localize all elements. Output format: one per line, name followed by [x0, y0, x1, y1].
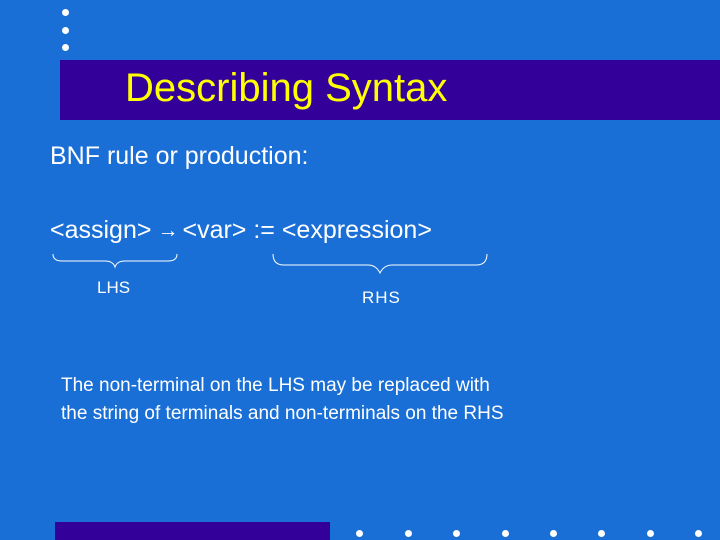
rhs-label: RHS [362, 288, 401, 307]
decor-dot [695, 530, 702, 537]
slide-title: Describing Syntax [125, 66, 448, 110]
lhs-brace [52, 253, 178, 269]
decor-dot [550, 530, 557, 537]
title-bar [60, 60, 720, 120]
rule-rhs: <var> := <expression> [182, 216, 432, 244]
note-line: The non-terminal on the LHS may be replaced with [61, 375, 490, 396]
decor-dot [62, 44, 69, 51]
rule-lhs: <assign> [50, 216, 152, 244]
decor-dot [405, 530, 412, 537]
decor-dot [62, 27, 69, 34]
decor-dot [356, 530, 363, 537]
lhs-label: LHS [97, 278, 131, 297]
rhs-brace [272, 253, 488, 275]
slide-heading: BNF rule or production: [50, 142, 309, 170]
bnf-rule [50, 216, 432, 245]
decor-dot [453, 530, 460, 537]
decor-dot [598, 530, 605, 537]
note-text [61, 372, 661, 428]
derives-arrow: → [157, 219, 179, 242]
decor-dot [647, 530, 654, 537]
note-line: the string of terminals and non-terminals on the RHS [61, 403, 504, 424]
decor-dot [502, 530, 509, 537]
footer-bar [55, 522, 330, 540]
decor-dot [62, 9, 69, 16]
